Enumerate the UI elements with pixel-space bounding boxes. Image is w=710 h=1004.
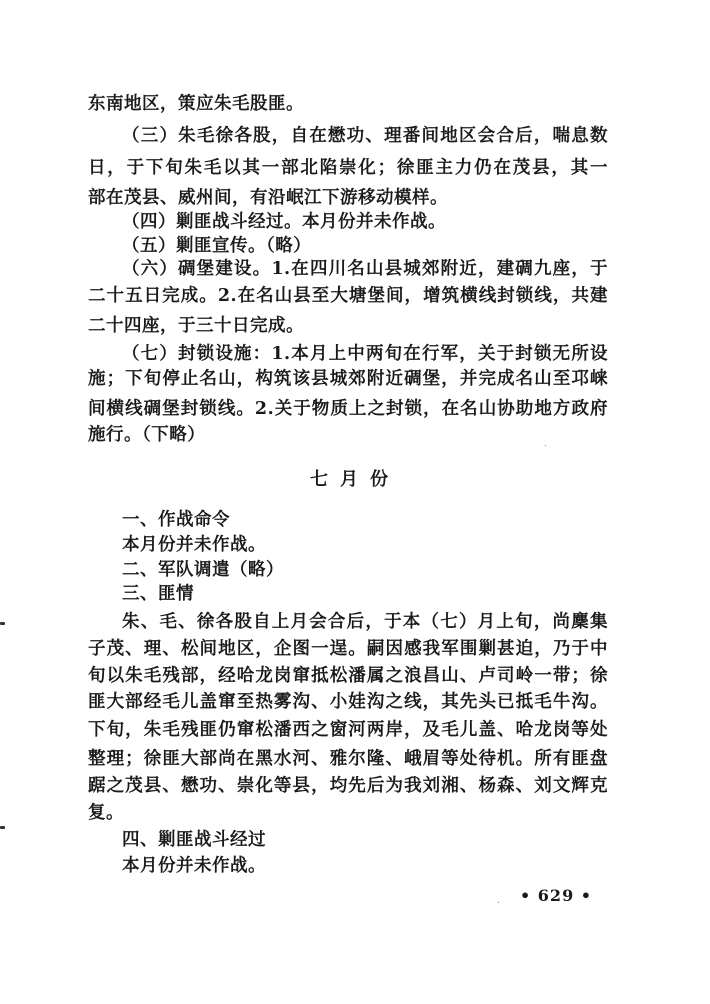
scan-speck: · — [497, 898, 501, 909]
text-line: 整理；徐匪大部尚在黑水河、雅尔隆、峨眉等处待机。所有匪盘 — [88, 749, 608, 769]
text-line: 下旬，朱毛残匪仍窜松潘西之窗河两岸，及毛儿盖、哈龙岗等处 — [88, 720, 608, 740]
text-line: 本月份并未作战。 — [122, 535, 266, 555]
text-line: 匪大部经毛儿盖窜至热雾沟、小娃沟之线，其先头已抵毛牛沟。 — [88, 692, 608, 712]
text-line: 二、军队调遣（略） — [122, 560, 284, 580]
text-line: （五）剿匪宣传。（略） — [122, 236, 312, 256]
page-number: • 629 • — [520, 886, 592, 905]
text-line: 二十五日完成。2.在名山县至大塘堡间，增筑横线封锁线，共建 — [88, 286, 608, 306]
text-line: （三）朱毛徐各股，自在懋功、理番间地区会合后，喘息数 — [122, 126, 608, 146]
text-line: 本月份并未作战。 — [122, 856, 266, 876]
text-line: 施行。（下略） — [88, 425, 206, 445]
text-line: 施；下旬停止名山，构筑该县城郊附近碉堡，并完成名山至邛崃 — [88, 369, 608, 389]
text-line: 间横线碉堡封锁线。2.关于物质上之封锁，在名山协助地方政府 — [88, 399, 608, 419]
text-line: 四、剿匪战斗经过 — [122, 830, 266, 850]
scan-edge-mark — [0, 826, 5, 829]
text-line: 一、作战命令 — [122, 510, 230, 530]
text-line: 二十四座，于三十日完成。 — [88, 316, 304, 336]
scan-speck: ˏ — [544, 436, 548, 447]
text-line: 部在茂县、威州间，有沿岷江下游移动模样。 — [88, 188, 448, 208]
text-line: 子茂、理、松间地区，企图一逞。嗣因感我军围剿甚迫，乃于中 — [88, 639, 608, 659]
text-line: 东南地区，策应朱毛股匪。 — [88, 94, 304, 114]
text-line: （七）封锁设施：1.本月上中两旬在行军，关于封锁无所设 — [122, 344, 608, 364]
text-line: 踞之茂县、懋功、崇化等县，均先后为我刘湘、杨森、刘文辉克 — [88, 776, 608, 796]
text-line: （六）碉堡建设。1.在四川名山县城郊附近，建碉九座，于 — [122, 259, 608, 279]
text-line: 日，于下旬朱毛以其一部北陷崇化；徐匪主力仍在茂县，其一 — [88, 158, 608, 178]
text-line: 旬以朱毛残部，经哈龙岗窜抵松潘属之浪昌山、卢司岭一带；徐 — [88, 666, 608, 686]
section-heading: 七月份 — [310, 469, 400, 490]
text-line: （四）剿匪战斗经过。本月份并未作战。 — [122, 212, 446, 232]
text-line: 三、匪情 — [122, 584, 194, 604]
text-line: 复。 — [88, 803, 124, 823]
scan-edge-mark — [0, 622, 5, 625]
text-line: 朱、毛、徐各股自上月会合后，于本（七）月上旬，尚麇集 — [122, 612, 608, 632]
